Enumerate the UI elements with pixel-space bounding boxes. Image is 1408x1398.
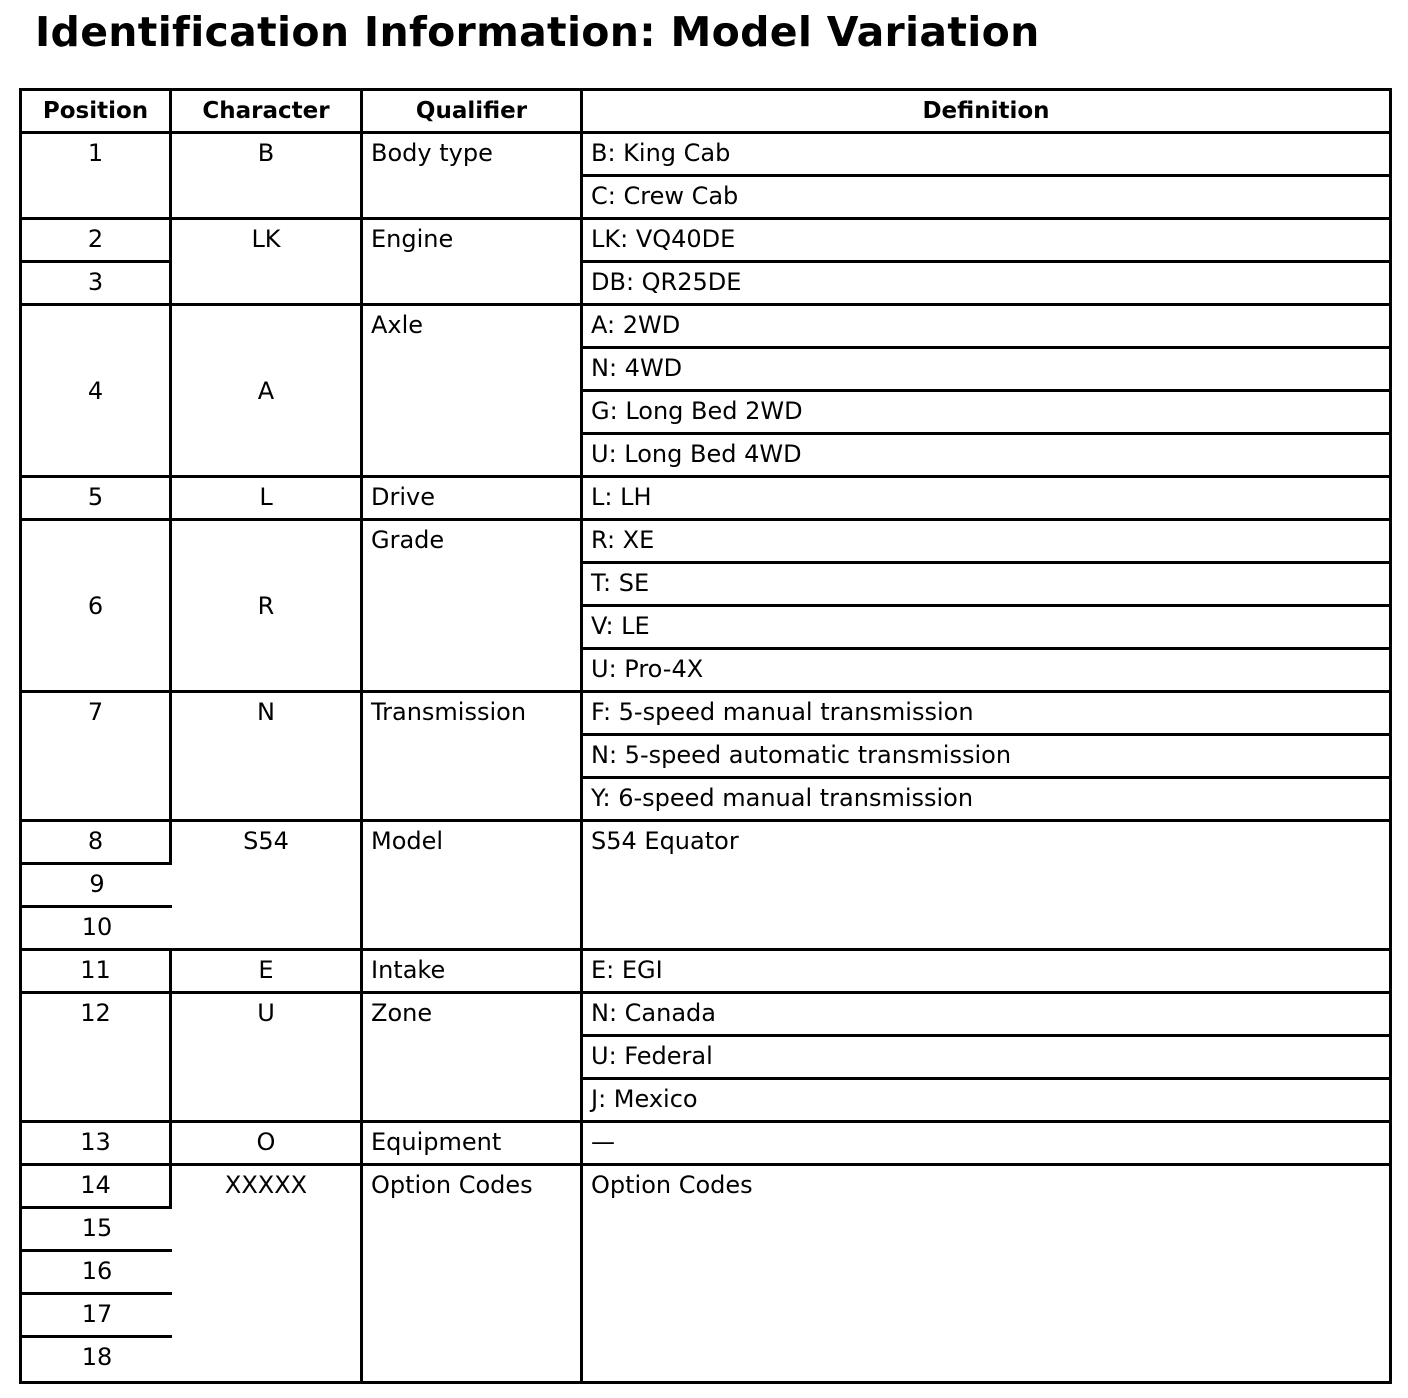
definition-cell: N: 5-speed automatic transmission xyxy=(583,736,1389,779)
character-cell: S54 xyxy=(172,822,363,951)
position-cell: 1 xyxy=(22,134,172,220)
table-row xyxy=(22,994,1389,1037)
definition-cell: S54 Equator xyxy=(583,822,1389,951)
table-row xyxy=(22,134,1389,177)
definition-cell: Option Codes xyxy=(591,1171,753,1199)
definition-cell: A: 2WD xyxy=(583,306,1389,349)
definition-cell: DB: QR25DE xyxy=(583,263,1389,306)
definition-cell: U: Long Bed 4WD xyxy=(583,435,1389,478)
definition-cell: T: SE xyxy=(583,564,1389,607)
definition-cell: — xyxy=(583,1123,1389,1166)
position-cell: 11 xyxy=(22,951,172,994)
definition-cell: R: XE xyxy=(583,521,1389,564)
definition-cell: C: Crew Cab xyxy=(583,177,1389,220)
qualifier-cell: Grade xyxy=(363,521,583,693)
table-body xyxy=(22,134,1389,1381)
character-cell: R xyxy=(172,521,363,693)
character-cell: A xyxy=(172,306,363,478)
qualifier-cell: Model xyxy=(363,822,583,951)
position-header: Position xyxy=(22,91,172,134)
table-row xyxy=(22,1123,1389,1166)
qualifier-cell: Drive xyxy=(363,478,583,521)
character-cell: N xyxy=(172,693,363,822)
definition-cell: LK: VQ40DE xyxy=(583,220,1389,263)
position-cell: 10 xyxy=(22,908,172,951)
page-title: Identification Information: Model Variation xyxy=(35,8,1040,56)
position-cell: 9 xyxy=(22,865,172,908)
character-cell: LK xyxy=(172,220,363,306)
definition-cell: J: Mexico xyxy=(583,1080,1389,1123)
position-cell: 18 xyxy=(81,1343,113,1371)
character-cell: O xyxy=(172,1123,363,1166)
definition-cell: V: LE xyxy=(583,607,1389,650)
character-cell: E xyxy=(172,951,363,994)
definition-cell: G: Long Bed 2WD xyxy=(583,392,1389,435)
definition-header: Definition xyxy=(583,91,1389,134)
position-cell: 5 xyxy=(22,478,172,521)
character-cell: XXXXX xyxy=(172,1166,363,1381)
definition-cell: F: 5-speed manual transmission xyxy=(583,693,1389,736)
definition-cell: U: Federal xyxy=(583,1037,1389,1080)
position-cell: 17 xyxy=(22,1295,172,1338)
qualifier-cell: Zone xyxy=(363,994,583,1123)
position-cell: 15 xyxy=(22,1209,172,1252)
definition-cell: U: Pro-4X xyxy=(583,650,1389,693)
definition-cell: N: Canada xyxy=(583,994,1389,1037)
definition-cell: L: LH xyxy=(583,478,1389,521)
position-cell: 8 xyxy=(22,822,172,865)
header-row xyxy=(22,91,1389,134)
position-cell: 4 xyxy=(22,306,172,478)
position-cell: 2 xyxy=(22,220,172,263)
qualifier-cell: Equipment xyxy=(363,1123,583,1166)
table-row xyxy=(22,220,1389,263)
table-row xyxy=(22,822,1389,865)
position-cell: 12 xyxy=(22,994,172,1123)
qualifier-header: Qualifier xyxy=(363,91,583,134)
position-cell: 3 xyxy=(22,263,172,306)
definition-cell: B: King Cab xyxy=(583,134,1389,177)
position-cell: 16 xyxy=(22,1252,172,1295)
character-header: Character xyxy=(172,91,363,134)
definition-cell: Y: 6-speed manual transmission xyxy=(583,779,1389,822)
qualifier-cell: Transmission xyxy=(363,693,583,822)
definition-cell: N: 4WD xyxy=(583,349,1389,392)
position-cell: 14 xyxy=(22,1166,172,1209)
table-row xyxy=(22,693,1389,736)
table-row xyxy=(22,306,1389,349)
table-row xyxy=(22,521,1389,564)
model-variation-table xyxy=(19,88,1392,1384)
position-cell: 7 xyxy=(22,693,172,822)
qualifier-cell: Option Codes xyxy=(363,1166,583,1381)
position-cell: 6 xyxy=(22,521,172,693)
table-row xyxy=(22,478,1389,521)
qualifier-cell: Engine xyxy=(363,220,583,306)
definition-cell: E: EGI xyxy=(583,951,1389,994)
qualifier-cell: Axle xyxy=(363,306,583,478)
qualifier-cell: Body type xyxy=(363,134,583,220)
character-cell: B xyxy=(172,134,363,220)
character-cell: U xyxy=(172,994,363,1123)
position-cell: 13 xyxy=(22,1123,172,1166)
qualifier-cell: Intake xyxy=(363,951,583,994)
character-cell: L xyxy=(172,478,363,521)
table-row xyxy=(22,1166,1389,1209)
table-row xyxy=(22,951,1389,994)
